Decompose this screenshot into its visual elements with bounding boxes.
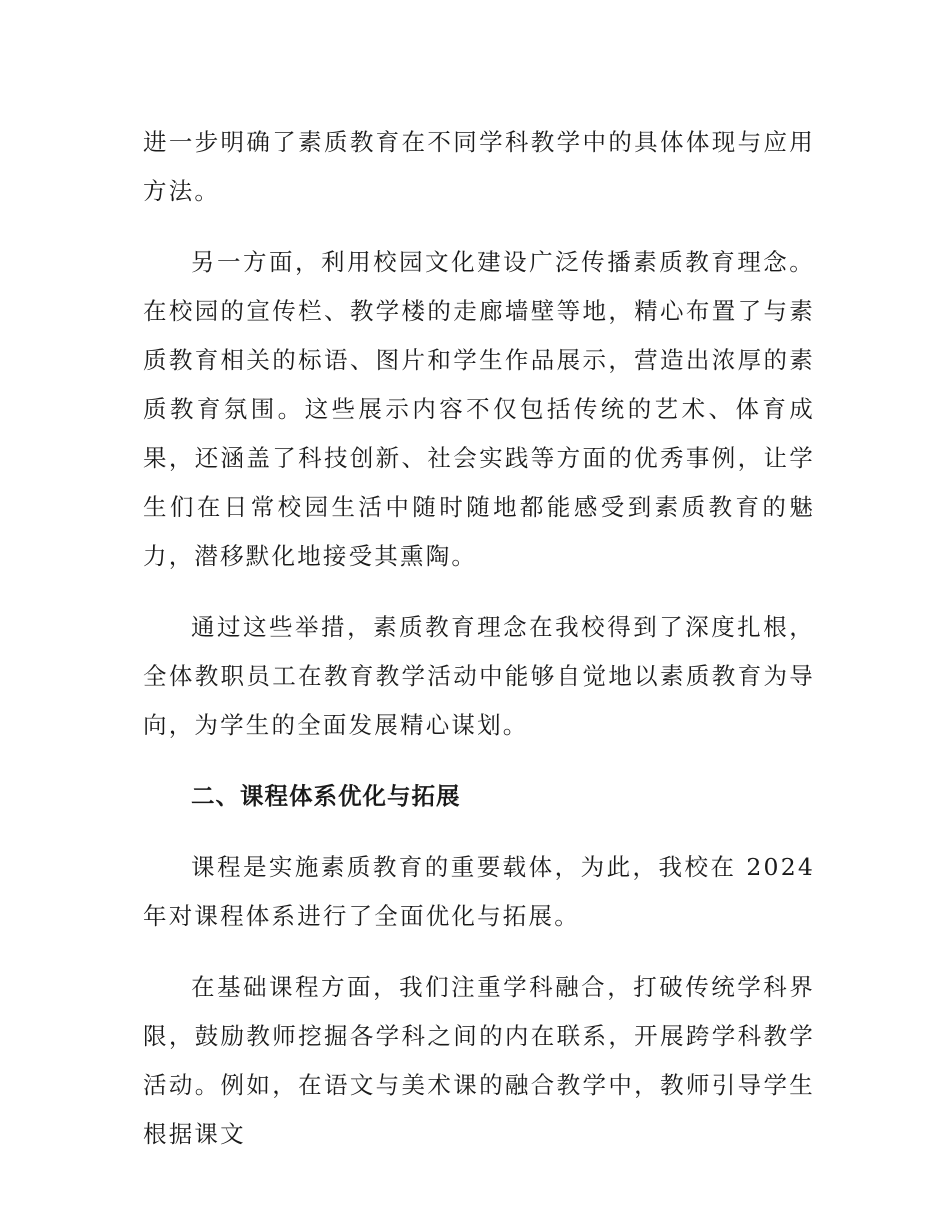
body-paragraph: 课程是实施素质教育的重要载体，为此，我校在 2024 年对课程体系进行了全面优化与拓展。 xyxy=(143,853,815,930)
document-page xyxy=(143,118,815,1181)
body-paragraph: 进一步明确了素质教育在不同学科教学中的具体体现与应用方法。 xyxy=(143,128,815,205)
body-paragraph: 另一方面，利用校园文化建设广泛传播素质教育理念。在校园的宣传栏、教学楼的走廊墙壁等地，精心布置了与素质教育相关的标语、图片和学生作品展示，营造出浓厚的素质教育氛围。这些展示内容不仅包括传统的艺术、体育成果，还涵盖了科技创新、社会实践等方面的优秀事例，让学生们在日常校园生活中随时随地都能感受到素质教育的魅力，潜移默化地接受其熏陶。 xyxy=(143,248,815,570)
body-paragraph: 通过这些举措，素质教育理念在我校得到了深度扎根，全体教职员工在教育教学活动中能够自觉地以素质教育为导向，为学生的全面发展精心谋划。 xyxy=(143,613,815,739)
body-paragraph: 在基础课程方面，我们注重学科融合，打破传统学科界限，鼓励教师挖掘各学科之间的内在联系，开展跨学科教学活动。例如，在语文与美术课的融合教学中，教师引导学生根据课文 xyxy=(143,973,815,1148)
section-heading: 二、课程体系优化与拓展 xyxy=(191,782,461,810)
